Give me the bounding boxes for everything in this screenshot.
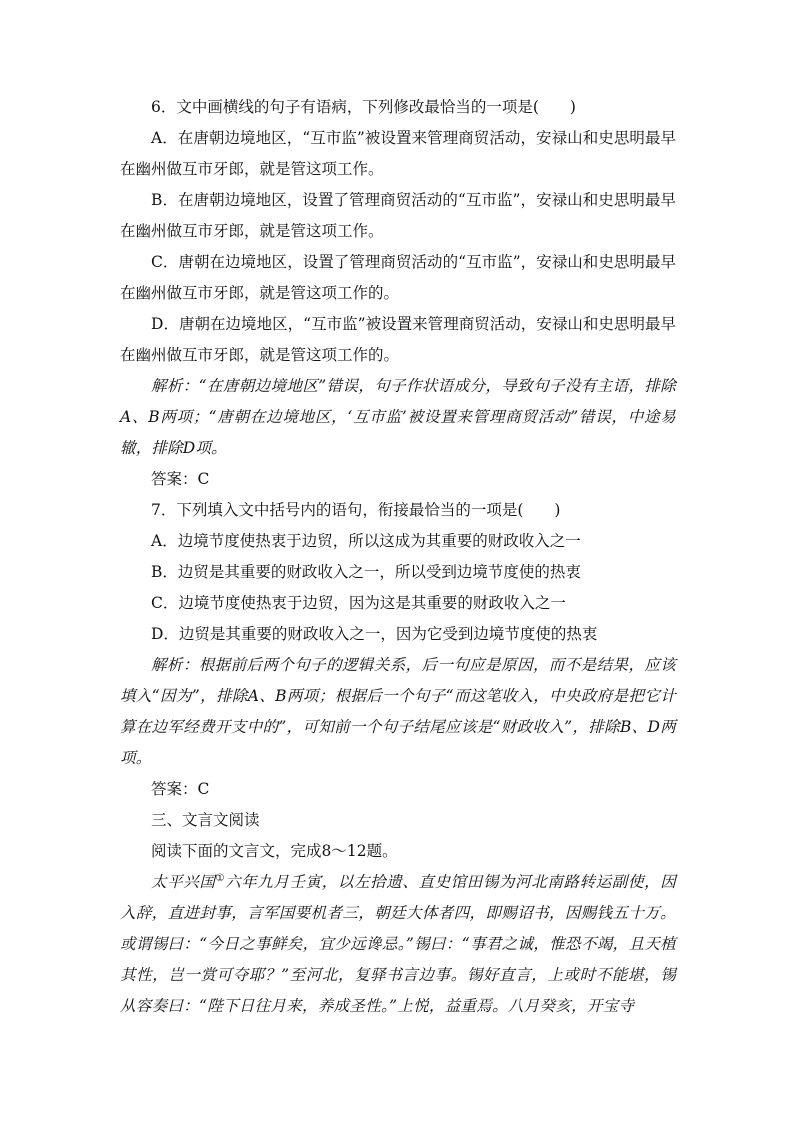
q7-option-d: D．边贸是其重要的财政收入之一，因为它受到边境节度使的热衷 — [151, 625, 598, 643]
q6-option-c: C．唐朝在边境地区，设置了管理商贸活动的“互市监”，安禄山和史思明最早在幽州做互市牙郎，就是管这项工作的。 — [120, 253, 676, 302]
q7-option-c: C．边境节度使热衷于边贸，因为这是其重要的财政收入之一 — [151, 594, 566, 612]
q7-answer: 答案：C — [151, 780, 210, 798]
q6-option-b: B．在唐朝边境地区，设置了管理商贸活动的“互市监”，安禄山和史思明最早在幽州做互市牙郎，就是管这项工作。 — [120, 191, 676, 240]
q6-option-a: A．在唐朝边境地区，“互市监”被设置来管理商贸活动，安禄山和史思明最早在幽州做互市牙郎，就是管这项工作。 — [120, 129, 676, 178]
q7-stem: 7．下列填入文中括号内的语句，衔接最恰当的一项是( ) — [151, 501, 561, 519]
q7-option-a: A．边境节度使热衷于边贸，所以这成为其重要的财政收入之一 — [151, 532, 581, 550]
q7-option-b: B．边贸是其重要的财政收入之一，所以受到边境节度使的热衷 — [151, 563, 581, 581]
document-body — [120, 92, 676, 1022]
footnote-marker[interactable]: ① — [215, 872, 226, 884]
passage-start: 太平兴国 — [151, 873, 216, 891]
q6-analysis: 解析：“在唐朝边境地区”错误，句子作状语成分，导致句子没有主语，排除A、B两项；“唐朝在边境地区，‘互市监’被设置来管理商贸活动”错误，中途易辙，排除D项。 — [120, 377, 676, 457]
q7-analysis: 解析：根据前后两个句子的逻辑关系，后一句应是原因，而不是结果，应该填入“因为”，排除A、B两项；根据后一个句子“而这笔收入，中央政府是把它计算在边军经费开支中的”，可知前一个句子结尾应该是“财政收入”，排除B、D两项。 — [120, 656, 676, 767]
passage-rest: 六年九月壬寅，以左拾遗、直史馆田锡为河北南路转运副使，因入辞，直进封事，言军国要机者三，朝廷大体者四，即赐诏书，因赐钱五十万。或谓锡曰：“今日之事鲜矣，宜少远谗忌。”锡曰：“事君之诚，惟恐不竭，且天植其性，岂一赏可夺耶？”至河北，复驿书言边事。锡好直言，上或时不能堪，锡从容奏曰：“陛下日往月来，养成圣性。”上悦，益重焉。八月癸亥，开宝寺 — [120, 873, 677, 1015]
q6-stem: 6．文中画横线的句子有语病，下列修改最恰当的一项是( ) — [151, 98, 576, 116]
classical-passage — [120, 867, 676, 1022]
section-instruction: 阅读下面的文言文，完成8～12题。 — [151, 842, 398, 860]
q6-option-d: D．唐朝在边境地区，“互市监”被设置来管理商贸活动，安禄山和史思明最早在幽州做互市牙郎，就是管这项工作的。 — [120, 315, 676, 364]
q6-answer: 答案：C — [151, 470, 210, 488]
section-heading: 三、文言文阅读 — [151, 811, 260, 829]
